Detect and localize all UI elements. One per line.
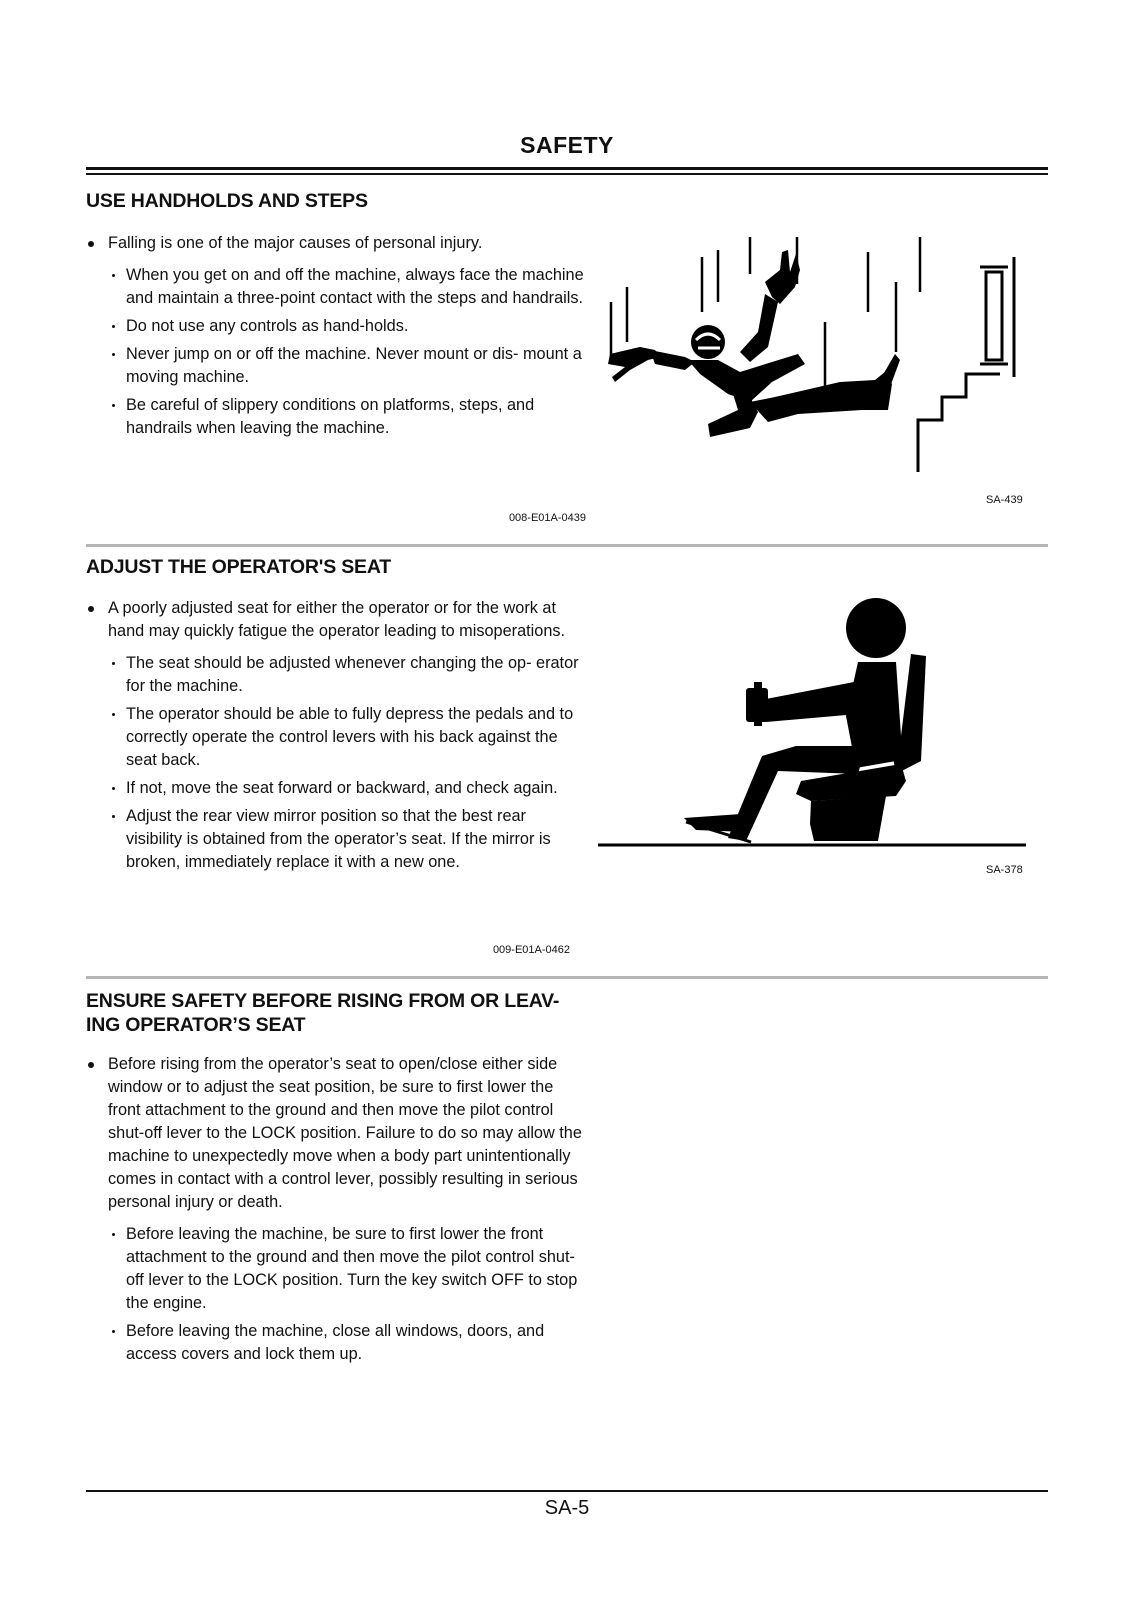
- page-title: SAFETY: [520, 132, 614, 158]
- section-divider: [86, 544, 1048, 547]
- sub-item: If not, move the seat forward or backward, and check again.: [86, 777, 586, 800]
- bullet-item: Falling is one of the major causes of personal injury.: [86, 232, 586, 255]
- section-body-handholds: [86, 232, 586, 445]
- section-title-leaving-seat: ENSURE SAFETY BEFORE RISING FROM OR LEAV- ING OPERATOR’S SEAT: [86, 990, 560, 1036]
- sub-item: When you get on and off the machine, always face the machine and maintain a three-point contact with the steps and handrails.: [86, 264, 586, 310]
- sub-item: The seat should be adjusted whenever changing the op- erator for the machine.: [86, 652, 586, 698]
- page-number: SA-5: [544, 1497, 590, 1519]
- section-divider: [86, 976, 1048, 979]
- section-title-handholds: USE HANDHOLDS AND STEPS: [86, 190, 368, 212]
- section-body-operator-seat: [86, 597, 586, 879]
- header-rule: [86, 167, 1048, 170]
- sub-item: Be careful of slippery conditions on platforms, steps, and handrails when leaving the machine.: [86, 394, 586, 440]
- sub-item: Do not use any controls as hand-holds.: [86, 315, 586, 338]
- sub-item: Never jump on or off the machine. Never mount or dis- mount a moving machine.: [86, 343, 586, 389]
- figure-code: SA-378: [986, 864, 1023, 876]
- document-code: 009-E01A-0462: [492, 944, 570, 956]
- seated-operator-icon: [596, 596, 1028, 851]
- bullet-item: A poorly adjusted seat for either the operator or for the work at hand may quickly fatigue the operator leading to misoperations.: [86, 597, 586, 643]
- sub-item: The operator should be able to fully depress the pedals and to correctly operate the control levers with his back against the seat back.: [86, 703, 586, 772]
- document-code: 008-E01A-0439: [508, 512, 586, 524]
- sub-item: Before leaving the machine, close all windows, doors, and access covers and lock them up.: [86, 1320, 586, 1366]
- footer-rule: [86, 1490, 1048, 1492]
- falling-person-icon: [600, 232, 1030, 477]
- sub-item: Adjust the rear view mirror position so that the best rear visibility is obtained from the operator’s seat. If the mirror is broken, immediately replace it with a new one.: [86, 805, 586, 874]
- figure-code: SA-439: [986, 494, 1023, 506]
- bullet-item: Before rising from the operator’s seat to open/close either side window or to adjust the seat position, be sure to first lower the front attachment to the ground and then move the pilot control shut-off lever to the LOCK position. Failure to do so may allow the machine to unexpectedly move when a body part unintentionally comes in contact with a control lever, possibly resulting in serious personal injury or death.: [86, 1053, 586, 1214]
- section-body-leaving-seat: [86, 1053, 586, 1371]
- sub-item: Before leaving the machine, be sure to first lower the front attachment to the ground and then move the pilot control shut-off lever to the LOCK position. Turn the key switch OFF to stop the engine.: [86, 1223, 586, 1315]
- header-rule-thin: [86, 173, 1048, 175]
- section-title-operator-seat: ADJUST THE OPERATOR'S SEAT: [86, 556, 391, 578]
